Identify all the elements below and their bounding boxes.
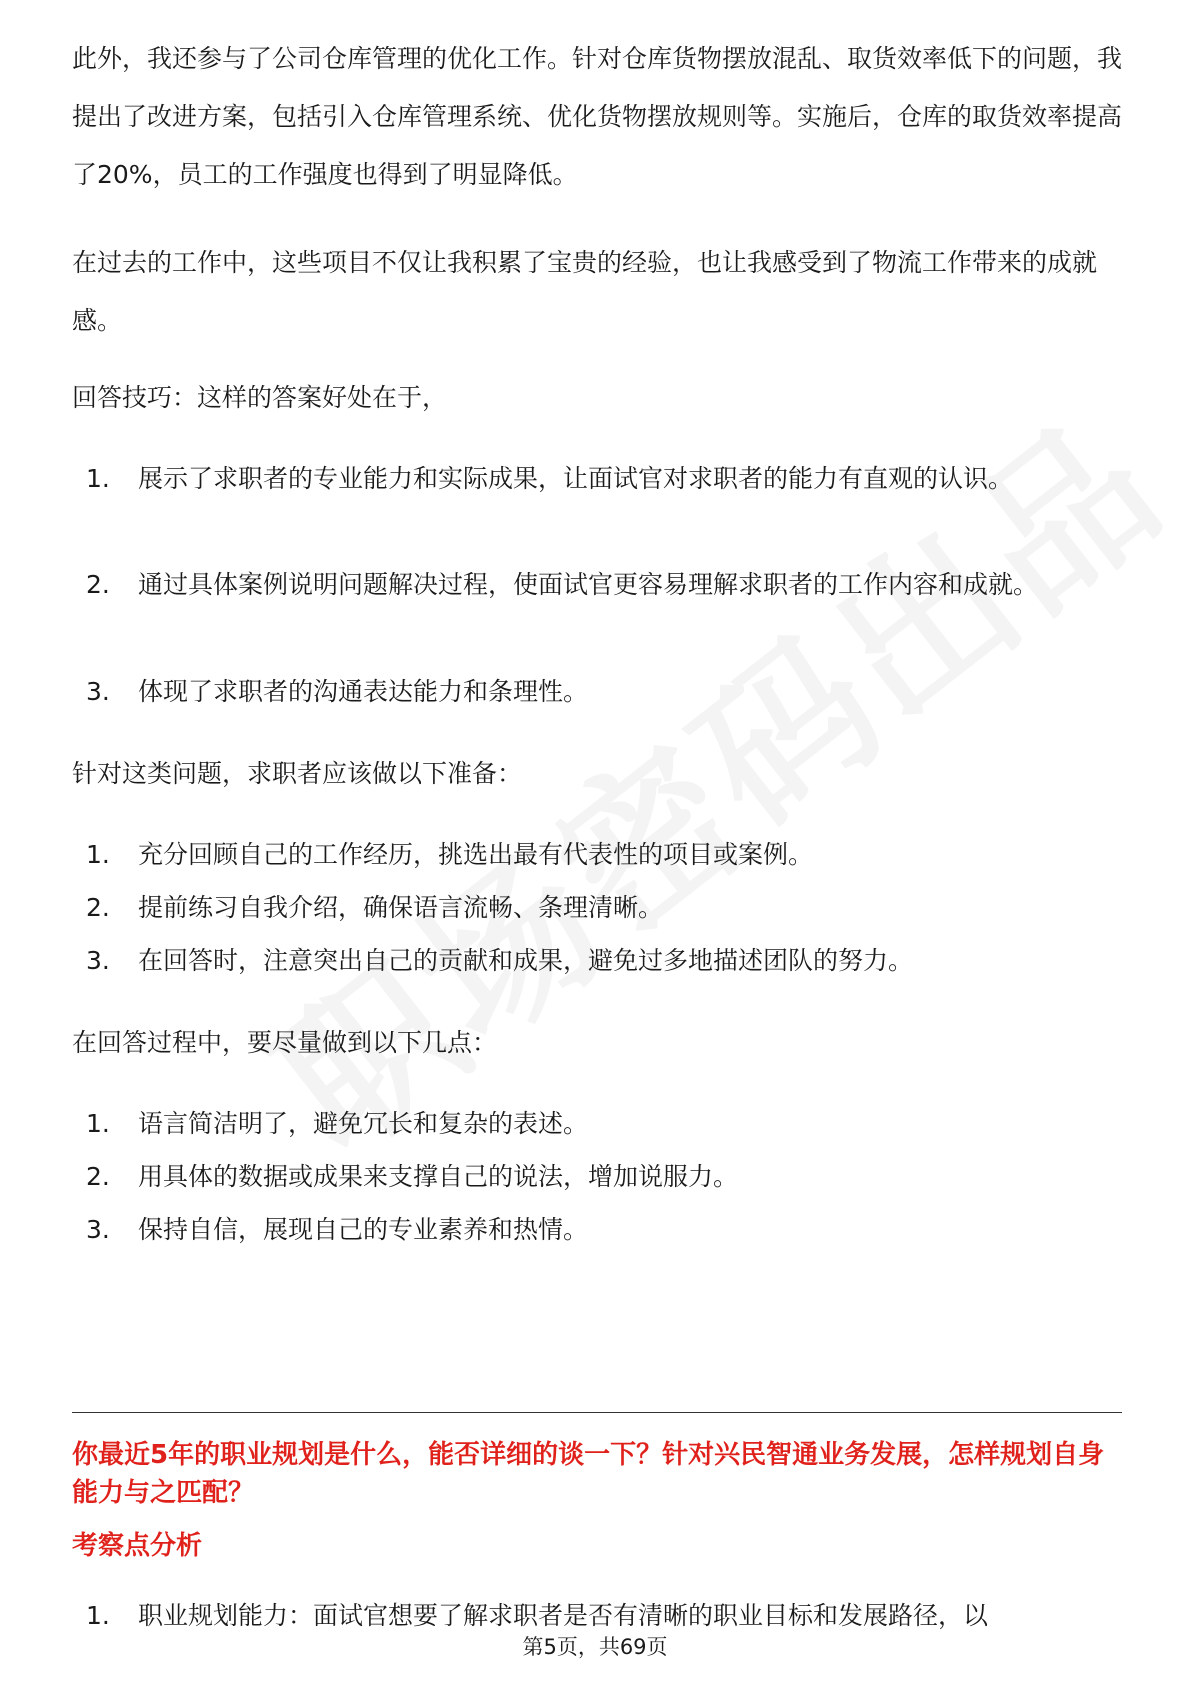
- list-text: 提前练习自我介绍，确保语言流畅、条理清晰。: [138, 893, 664, 922]
- list-number: 1.: [86, 1109, 110, 1138]
- paragraph-warehouse-optimization: 此外，我还参与了公司仓库管理的优化工作。针对仓库货物摆放混乱、取货效率低下的问题，我提出了改进方案，包括引入仓库管理系统、优化货物摆放规则等。实施后，仓库的取货效率提高了20%，员工的工作强度也得到了明显降低。: [72, 44, 1123, 189]
- list-text: 用具体的数据或成果来支撑自己的说法，增加说服力。: [138, 1162, 739, 1191]
- list-number: 1.: [86, 1601, 110, 1630]
- list-number: 2.: [86, 893, 110, 922]
- list-text: 体现了求职者的沟通表达能力和条理性。: [138, 677, 589, 706]
- section-divider: [72, 1412, 1122, 1413]
- list-item: [72, 1201, 1122, 1259]
- list-item: [72, 663, 1122, 721]
- page-footer: 第5页，共69页: [522, 1635, 668, 1659]
- list-number: 3.: [86, 1215, 110, 1244]
- list-text: 通过具体案例说明问题解决过程，使面试官更容易理解求职者的工作内容和成就。: [138, 570, 1039, 599]
- list-text: 语言简洁明了，避免冗长和复杂的表述。: [138, 1109, 589, 1138]
- list-text: 保持自信，展现自己的专业素养和热情。: [138, 1215, 589, 1244]
- list-item: [72, 1148, 1122, 1206]
- list-text: 在回答时，注意突出自己的贡献和成果，避免过多地描述团队的努力。: [138, 946, 914, 975]
- paragraph-answer-tips: 回答技巧：这样的答案好处在于，: [72, 383, 448, 412]
- list-item: [72, 556, 1122, 614]
- analysis-heading: 考察点分析: [72, 1531, 203, 1561]
- paragraph-answer-points: 在回答过程中，要尽量做到以下几点：: [72, 1028, 498, 1057]
- list-item: [72, 450, 1122, 508]
- paragraph-experience-summary: 在过去的工作中，这些项目不仅让我积累了宝贵的经验，也让我感受到了物流工作带来的成就感。: [72, 248, 1098, 335]
- list-number: 1.: [86, 840, 110, 869]
- list-item: [72, 1095, 1122, 1153]
- list-number: 3.: [86, 946, 110, 975]
- list-item: [72, 932, 1122, 990]
- list-number: 3.: [86, 677, 110, 706]
- list-number: 2.: [86, 570, 110, 599]
- paragraph-preparation: 针对这类问题，求职者应该做以下准备：: [72, 759, 523, 788]
- list-text: 职业规划能力：面试官想要了解求职者是否有清晰的职业目标和发展路径，以: [138, 1601, 989, 1630]
- list-text: 充分回顾自己的工作经历，挑选出最有代表性的项目或案例。: [138, 840, 814, 869]
- list-number: 2.: [86, 1162, 110, 1191]
- question-heading: 你最近5年的职业规划是什么，能否详细的谈一下？针对兴民智通业务发展，怎样规划自身能力与之匹配？: [72, 1440, 1105, 1508]
- list-number: 1.: [86, 464, 110, 493]
- list-text: 展示了求职者的专业能力和实际成果，让面试官对求职者的能力有直观的认识。: [138, 464, 1014, 493]
- list-item: [72, 879, 1122, 937]
- list-item: [72, 826, 1122, 884]
